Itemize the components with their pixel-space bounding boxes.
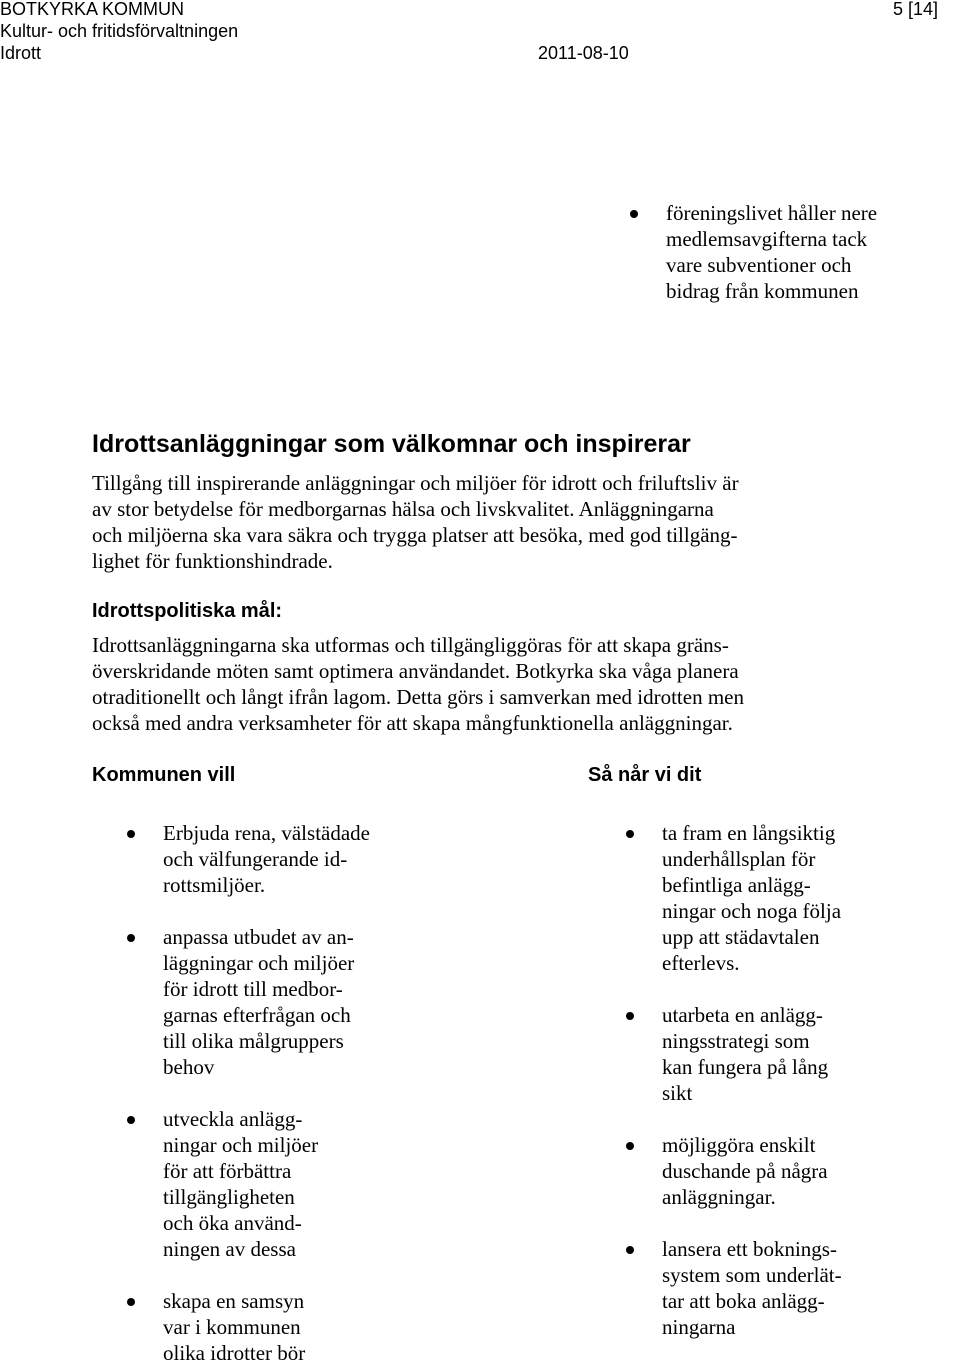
bullet-icon — [626, 1012, 634, 1020]
list-item-line: ningar och noga följa — [662, 899, 842, 923]
list-item-line: garnas efterfrågan och — [163, 1003, 351, 1027]
list-item — [127, 924, 457, 1080]
bullet-icon — [127, 1116, 135, 1124]
list-item — [626, 820, 956, 976]
list-item-line: kan fungera på lång — [662, 1055, 829, 1079]
list-item-line: skapa en samsyn — [163, 1289, 305, 1313]
list-item-line: ta fram en långsiktig — [662, 821, 836, 845]
left-column-list — [127, 820, 457, 1366]
page-number: 5 [14] — [893, 0, 939, 19]
paragraph-line: lighet för funktionshindrade. — [92, 549, 333, 573]
list-item-line: bidrag från kommunen — [666, 279, 859, 303]
list-item-line: behov — [163, 1055, 215, 1079]
paragraph-line: av stor betydelse för medborgarnas hälsa och livskvalitet. Anläggningarna — [92, 497, 714, 521]
section-heading: Idrottsanläggningar som välkomnar och inspirerar — [92, 430, 691, 458]
paragraph-line: och miljöerna ska vara säkra och trygga platser att besöka, med god tillgäng- — [92, 523, 738, 547]
list-item-line: befintliga anlägg- — [662, 873, 811, 897]
list-item-line: för att förbättra — [163, 1159, 292, 1183]
section-paragraph — [92, 470, 952, 574]
list-item-line: olika idrotter bör — [163, 1341, 306, 1365]
list-item — [630, 200, 950, 304]
list-item-line: system som underlät- — [662, 1263, 842, 1287]
list-item-line: rottsmiljöer. — [163, 873, 266, 897]
goals-paragraph — [92, 632, 952, 736]
list-item-line: Erbjuda rena, välstädade — [163, 821, 370, 845]
list-item-line: tillgängligheten — [163, 1185, 295, 1209]
goals-heading: Idrottspolitiska mål: — [92, 600, 283, 622]
list-item-line: anpassa utbudet av an- — [163, 925, 354, 949]
list-item-line: underhållsplan för — [662, 847, 816, 871]
bullet-icon — [626, 830, 634, 838]
paragraph-line: överskridande möten samt optimera användandet. Botkyrka ska våga planera — [92, 659, 739, 683]
list-item-line: utveckla anlägg- — [163, 1107, 303, 1131]
list-item-line: ningsstrategi som — [662, 1029, 810, 1053]
list-item — [626, 1236, 956, 1340]
list-item-line: sikt — [662, 1081, 693, 1105]
paragraph-line: Idrottsanläggningarna ska utformas och tillgängliggöras för att skapa gräns- — [92, 633, 729, 657]
list-item-line: anläggningar. — [662, 1185, 776, 1209]
list-item-line: lansera ett boknings- — [662, 1237, 837, 1261]
list-item-line: ningar och miljöer — [163, 1133, 319, 1157]
list-item-line: möjliggöra enskilt — [662, 1133, 816, 1157]
list-item-line: vare subventioner och — [666, 253, 852, 277]
list-item-line: utarbeta en anlägg- — [662, 1003, 823, 1027]
list-item-line: läggningar och miljöer — [163, 951, 355, 975]
list-item — [127, 820, 457, 898]
unit-name: Idrott — [0, 43, 42, 63]
bullet-icon — [626, 1246, 634, 1254]
list-item — [626, 1002, 956, 1106]
list-item — [127, 1106, 457, 1262]
org-name: BOTKYRKA KOMMUN — [0, 0, 185, 19]
list-item-line: för idrott till medbor- — [163, 977, 343, 1001]
paragraph-line: också med andra verksamheter för att skapa mångfunktionella anläggningar. — [92, 711, 733, 735]
list-item-line: och öka använd- — [163, 1211, 302, 1235]
left-column-heading: Kommunen vill — [92, 764, 236, 786]
list-item-line: till olika målgruppers — [163, 1029, 344, 1053]
list-item-line: var i kommunen — [163, 1315, 301, 1339]
list-item-line: medlemsavgifterna tack — [666, 227, 868, 251]
bullet-icon — [127, 934, 135, 942]
paragraph-line: otraditionellt och långt ifrån lagom. Detta görs i samverkan med idrotten men — [92, 685, 744, 709]
list-item-line: duschande på några — [662, 1159, 828, 1183]
bullet-icon — [127, 1298, 135, 1306]
bullet-icon — [127, 830, 135, 838]
bullet-icon — [626, 1142, 634, 1150]
list-item-line: upp att städavtalen — [662, 925, 820, 949]
paragraph-line: Tillgång till inspirerande anläggningar och miljöer för idrott och friluftsliv är — [92, 471, 739, 495]
intro-bullet-list — [630, 200, 950, 304]
right-column-heading: Så når vi dit — [588, 764, 702, 786]
list-item-line: och välfungerande id- — [163, 847, 348, 871]
bullet-icon — [630, 210, 638, 218]
list-item-line: efterlevs. — [662, 951, 740, 975]
list-item-line: ningarna — [662, 1315, 736, 1339]
document-date: 2011-08-10 — [538, 43, 629, 63]
right-column-list — [626, 820, 956, 1340]
list-item — [626, 1132, 956, 1210]
list-item-line: tar att boka anlägg- — [662, 1289, 825, 1313]
list-item-line: ningen av dessa — [163, 1237, 296, 1261]
department-name: Kultur- och fritidsförvaltningen — [0, 21, 239, 41]
list-item-line: föreningslivet håller nere — [666, 201, 878, 225]
list-item — [127, 1288, 457, 1366]
